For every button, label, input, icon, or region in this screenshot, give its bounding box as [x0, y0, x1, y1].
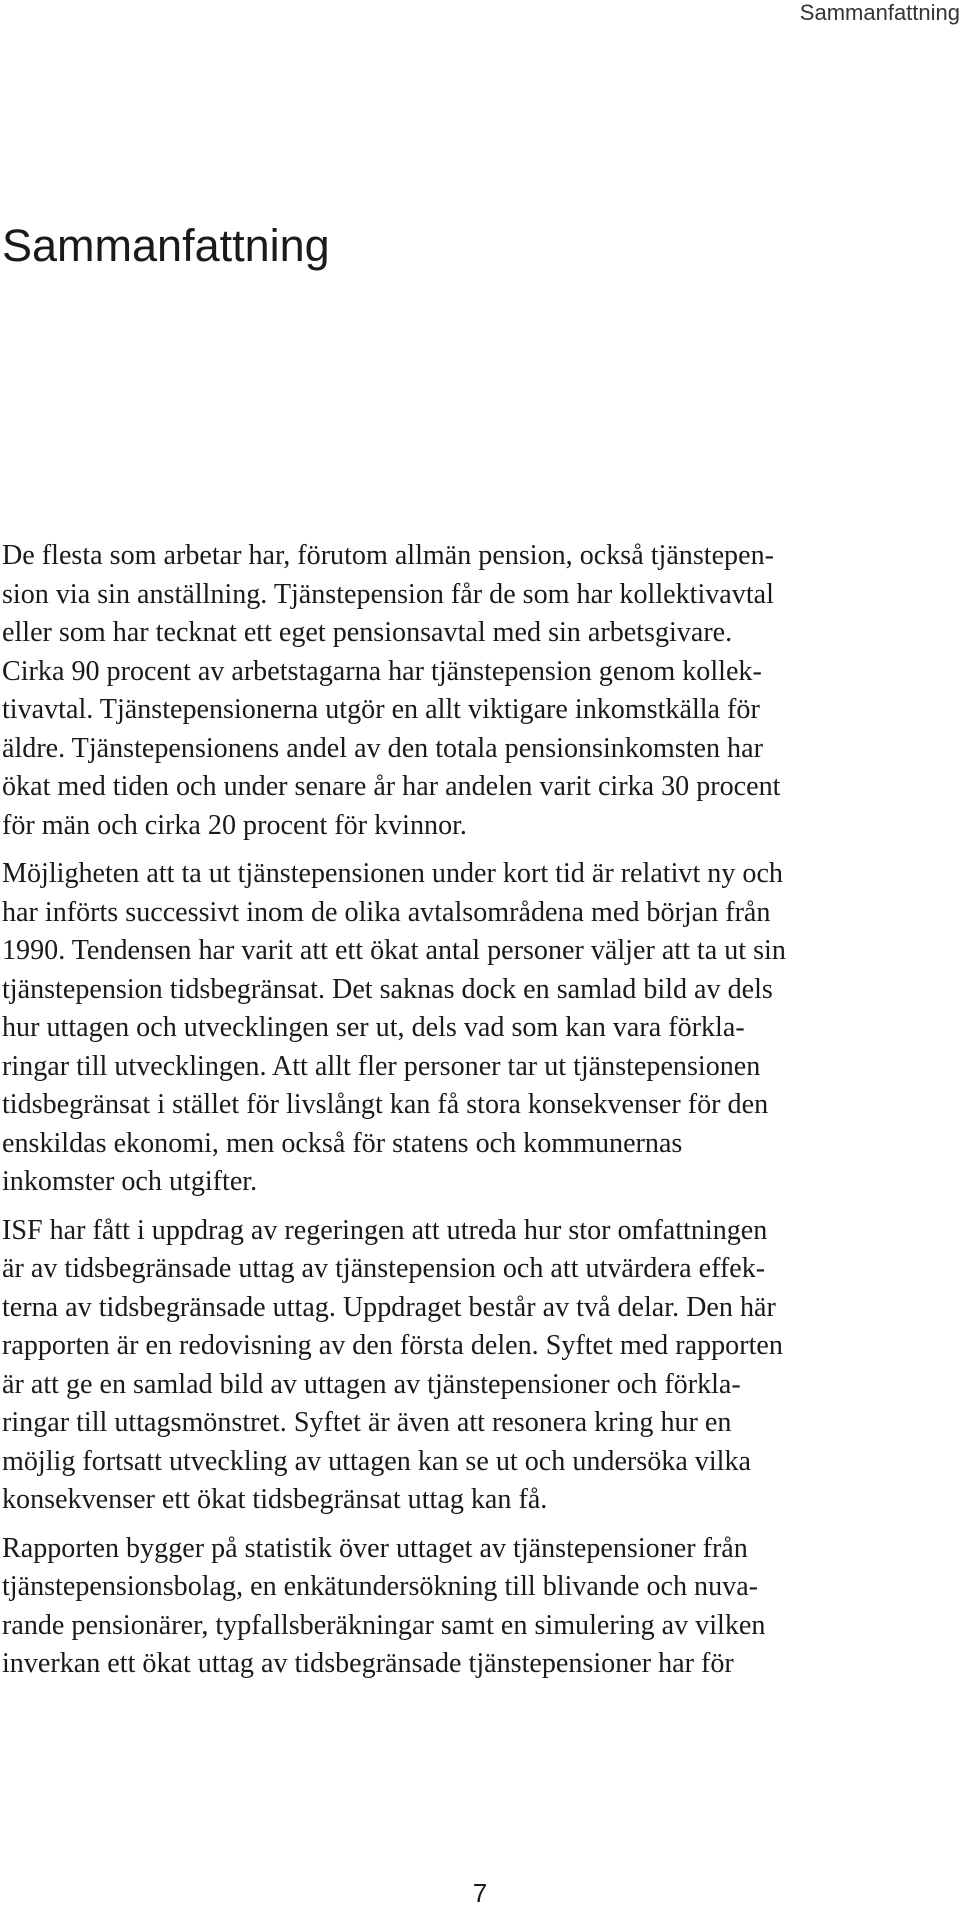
text-line: rapporten är en redovisning av den första delen. Syftet med rapporten: [2, 1330, 783, 1361]
body-text: [2, 537, 960, 1694]
body-paragraph: [2, 1530, 960, 1684]
text-line: tivavtal. Tjänstepensionerna utgör en allt viktigare inkomstkälla för: [2, 694, 760, 725]
text-line: Rapporten bygger på statistik över uttaget av tjänstepensioner från: [2, 1532, 748, 1564]
text-line: äldre. Tjänstepensionens andel av den totala pensionsinkomsten har: [2, 732, 763, 764]
text-line: för män och cirka 20 procent för kvinnor.: [2, 809, 467, 841]
text-line: rande pensionärer, typfallsberäkningar samt en simulering av vilken: [2, 1609, 766, 1641]
text-line: tidsbegränsat i stället för livslångt kan få stora konsekvenser för den: [2, 1089, 769, 1120]
body-paragraph: [2, 1212, 960, 1520]
text-line: möjlig fortsatt utveckling av uttagen kan se ut och undersöka vilka: [2, 1445, 751, 1477]
text-line: ISF har fått i uppdrag av regeringen att utreda hur stor omfattningen: [2, 1214, 768, 1246]
text-line: Möjligheten att ta ut tjänstepensionen under kort tid är relativt ny och: [2, 858, 783, 889]
text-line: enskildas ekonomi, men också för statens och kommunernas: [2, 1127, 683, 1159]
text-line: är att ge en samlad bild av uttagen av tjänstepensioner och förkla-: [2, 1368, 741, 1400]
text-line: eller som har tecknat ett eget pensionsavtal med sin arbetsgivare.: [2, 617, 733, 648]
text-line: konsekvenser ett ökat tidsbegränsat uttag kan få.: [2, 1484, 548, 1515]
text-line: Cirka 90 procent av arbetstagarna har tjänstepension genom kollek-: [2, 655, 762, 687]
text-line: terna av tidsbegränsade uttag. Uppdraget består av två delar. Den här: [2, 1291, 776, 1323]
text-line: tjänstepension tidsbegränsat. Det saknas dock en samlad bild av dels: [2, 973, 773, 1005]
running-header: Sammanfattning: [799, 0, 960, 25]
text-line: ringar till utvecklingen. Att allt fler personer tar ut tjänstepensionen: [2, 1050, 761, 1082]
text-line: tjänstepensionsbolag, en enkätundersökning till blivande och nuva-: [2, 1571, 759, 1602]
text-line: inkomster och utgifter.: [2, 1166, 258, 1197]
body-paragraph: [2, 855, 960, 1202]
text-line: sion via sin anställning. Tjänstepension får de som har kollektivavtal: [2, 578, 774, 610]
chapter-title: Sammanfattning: [2, 220, 330, 271]
text-line: De flesta som arbetar har, förutom allmän pension, också tjänstepen-: [2, 540, 774, 571]
text-line: har införts successivt inom de olika avtalsområdena med början från: [2, 896, 771, 928]
text-line: inverkan ett ökat uttag av tidsbegränsade tjänstepensioner har för: [2, 1648, 734, 1679]
text-line: ökat med tiden och under senare år har andelen varit cirka 30 procent: [2, 771, 781, 802]
text-line: ringar till uttagsmönstret. Syftet är även att resonera kring hur en: [2, 1407, 732, 1438]
body-paragraph: [2, 537, 960, 845]
page-number: 7: [472, 1878, 488, 1908]
text-line: hur uttagen och utvecklingen ser ut, dels vad som kan vara förkla-: [2, 1012, 745, 1043]
text-line: är av tidsbegränsade uttag av tjänstepension och att utvärdera effek-: [2, 1253, 766, 1284]
text-line: 1990. Tendensen har varit att ett ökat antal personer väljer att ta ut sin: [2, 935, 786, 966]
